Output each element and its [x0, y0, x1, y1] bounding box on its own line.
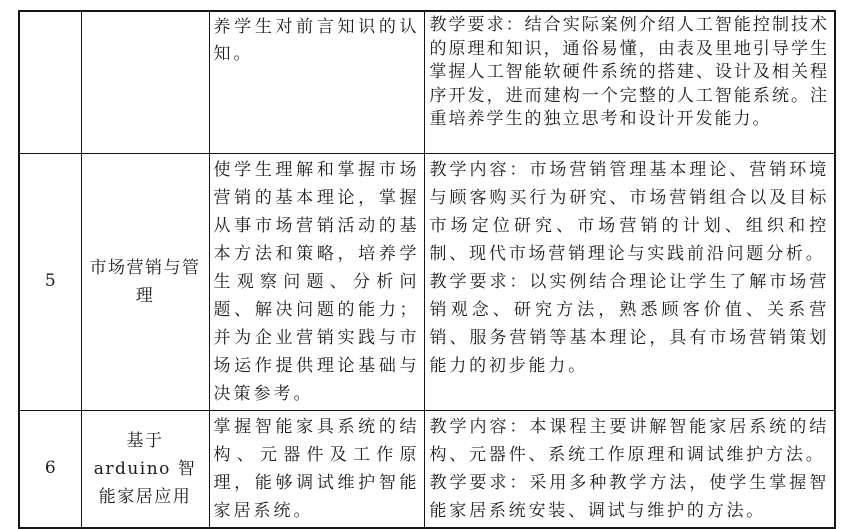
row-number-cell — [19, 11, 81, 153]
course-name-cell: 基于 arduino 智能家居应用 — [81, 410, 209, 528]
course-table — [18, 10, 836, 529]
teaching-cell — [424, 11, 835, 153]
teaching-cell — [424, 410, 835, 528]
teaching-content-text: 教学内容：本课程主要讲解智能家居系统的结构、元器件、系统工作原理和调试维护方法。 — [429, 416, 829, 465]
course-objective-cell: 掌握智能家具系统的结构、元器件及工作原理，能够调试维护智能家居系统。 — [209, 410, 424, 528]
course-row-6 — [19, 410, 835, 528]
row-number-cell: 5 — [19, 153, 81, 410]
course-row-partial — [19, 11, 835, 153]
teaching-cell — [424, 153, 835, 410]
course-name-cell — [81, 11, 209, 153]
teaching-requirement-text: 教学要求：结合实际案例介绍人工智能控制技术的原理和知识，通俗易懂，由表及里地引导学生掌握人工智能软硬件系统的搭建、设计及相关程序开发，进而建构一个完整的人工智能系统。注重培养学生的独立思考和设计开发能力。 — [429, 15, 829, 129]
teaching-requirement-text: 教学要求：采用多种教学方法，使学生掌握智能家居系统安装、调试与维护的方法。 — [429, 472, 829, 521]
teaching-requirement-text: 教学要求：以实例结合理论让学生了解市场营销观念、研究方法，熟悉顾客价值、关系营销、服务营销等基本理论，具有市场营销策划能力的初步能力。 — [429, 271, 829, 376]
course-objective-cell: 养学生对前言知识的认知。 — [209, 11, 424, 153]
course-name-cell: 市场营销与管理 — [81, 153, 209, 410]
teaching-content-text: 教学内容：市场营销管理基本理论、营销环境与顾客购买行为研究、市场营销组合以及目标市场定位研究、市场营销的计划、组织和控制、现代市场营销理论与实践前沿问题分析。 — [429, 159, 829, 264]
course-row-5 — [19, 153, 835, 410]
row-number-cell: 6 — [19, 410, 81, 528]
course-objective-cell: 使学生理解和掌握市场营销的基本理论，掌握从事市场营销活动的基本方法和策略，培养学生观察问题、分析问题、解决问题的能力；并为企业营销实践与市场运作提供理论基础与决策参考。 — [209, 153, 424, 410]
